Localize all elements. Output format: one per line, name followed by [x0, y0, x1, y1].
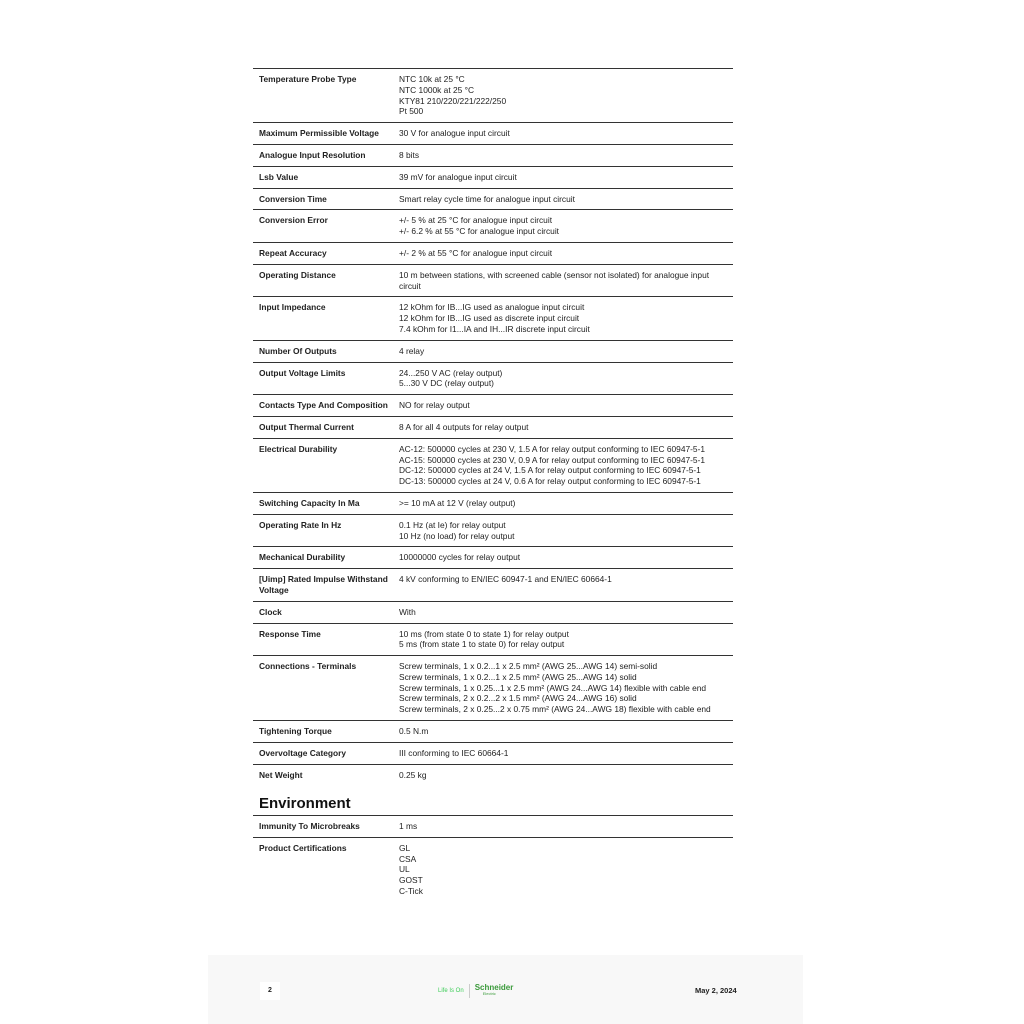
spec-value-line: 24...250 V AC (relay output) [399, 367, 503, 378]
spec-row [253, 122, 733, 144]
spec-value [399, 215, 733, 237]
spec-row [253, 264, 733, 297]
spec-value [399, 552, 733, 563]
spec-value-line: 5 ms (from state 1 to state 0) for relay output [399, 639, 565, 650]
spec-value-line: 8 A for all 4 outputs for relay output [399, 421, 529, 432]
spec-row [253, 623, 733, 656]
spec-value [399, 629, 733, 651]
spec-value [399, 444, 733, 487]
spec-value-line: NO for relay output [399, 400, 470, 411]
spec-value-line: >= 10 mA at 12 V (relay output) [399, 497, 516, 508]
spec-label: Tightening Torque [259, 726, 332, 737]
spec-value-line: Screw terminals, 2 x 0.2...2 x 1.5 mm² (AWG 24...AWG 16) solid [399, 693, 637, 704]
spec-value-line: Screw terminals, 1 x 0.25...1 x 2.5 mm² (AWG 24...AWG 14) flexible with cable end [399, 682, 707, 693]
spec-row [253, 340, 733, 362]
brand-sub: Electric [482, 991, 496, 996]
spec-value [399, 770, 733, 781]
spec-label: Contacts Type And Composition [259, 400, 388, 411]
spec-value [399, 302, 733, 334]
spec-value-line: GOST [399, 875, 423, 886]
spec-label: Electrical Durability [259, 443, 338, 454]
spec-value [399, 346, 733, 357]
spec-label: Output Voltage Limits [259, 367, 346, 378]
spec-value-line: 7.4 kOhm for I1...IA and IH...IR discrete input circuit [399, 323, 590, 334]
spec-label: Mechanical Durability [259, 552, 346, 563]
spec-label: Lsb Value [259, 171, 299, 182]
spec-value-line: 1 ms [399, 821, 418, 831]
spec-value-line: 0.1 Hz (at Ie) for relay output [399, 519, 506, 530]
spec-value-line: 10 Hz (no load) for relay output [399, 530, 515, 541]
spec-label: Operating Rate In Hz [259, 519, 342, 530]
spec-label: Net Weight [259, 769, 303, 780]
spec-value-line: CSA [399, 853, 417, 864]
spec-value-line: DC-12: 500000 cycles at 24 V, 1.5 A for relay output conforming to IEC 60947-5-1 [399, 465, 701, 476]
spec-label: Overvoltage Category [259, 747, 347, 758]
page-footer [208, 955, 803, 1024]
schneider-logo [438, 983, 513, 999]
tagline: Life Is On [438, 988, 464, 994]
spec-label: Analogue Input Resolution [259, 149, 366, 160]
spec-value [399, 368, 733, 390]
spec-value-line: KTY81 210/220/221/222/250 [399, 95, 507, 106]
spec-label: Switching Capacity In Ma [259, 497, 360, 508]
spec-value [399, 607, 733, 618]
spec-value [399, 422, 733, 433]
spec-value-line: Screw terminals, 1 x 0.2...1 x 2.5 mm² (AWG 25...AWG 14) solid [399, 671, 637, 682]
spec-value-line: +/- 6.2 % at 55 °C for analogue input circuit [399, 226, 560, 237]
spec-label: Conversion Error [259, 215, 328, 226]
spec-value [399, 520, 733, 542]
environment-table [253, 815, 733, 902]
spec-value-line: 0.5 N.m [399, 726, 429, 737]
spec-row [253, 492, 733, 514]
specifications-table [253, 68, 733, 785]
spec-label: Operating Distance [259, 269, 336, 280]
spec-value-line: 12 kOhm for IB...IG used as analogue input circuit [399, 302, 585, 313]
spec-value-line: With [399, 606, 416, 617]
spec-value-line: DC-13: 500000 cycles at 24 V, 0.6 A for relay output conforming to IEC 60947-5-1 [399, 476, 701, 487]
spec-value-line: GL [399, 842, 411, 853]
spec-value [399, 128, 733, 139]
section-heading-environment: Environment [259, 795, 351, 812]
spec-value-line: III conforming to IEC 60664-1 [399, 747, 509, 758]
spec-row [253, 742, 733, 764]
spec-row [253, 362, 733, 395]
spec-value [399, 661, 733, 715]
logo-divider [469, 984, 470, 998]
spec-row [253, 837, 733, 902]
spec-label: Conversion Time [259, 193, 327, 204]
spec-value-line: Smart relay cycle time for analogue input circuit [399, 193, 575, 204]
spec-label: Output Thermal Current [259, 421, 354, 432]
spec-row [253, 68, 733, 122]
spec-row [253, 438, 733, 492]
spec-label: Product Certifications [259, 842, 347, 853]
spec-value [399, 400, 733, 411]
spec-value [399, 498, 733, 509]
spec-value [399, 172, 733, 183]
spec-label: Response Time [259, 628, 321, 639]
spec-value-line: circuit [399, 280, 421, 291]
spec-label: Temperature Probe Type [259, 74, 357, 84]
spec-value [399, 821, 733, 832]
spec-value [399, 574, 733, 596]
page-number: 2 [260, 982, 280, 1000]
spec-value [399, 150, 733, 161]
spec-row [253, 815, 733, 837]
spec-value-line: 39 mV for analogue input circuit [399, 171, 517, 182]
spec-value-line: 5...30 V DC (relay output) [399, 378, 494, 389]
spec-value-line: 10000000 cycles for relay output [399, 552, 521, 563]
spec-row [253, 764, 733, 786]
spec-row [253, 546, 733, 568]
spec-row [253, 655, 733, 720]
spec-row [253, 144, 733, 166]
spec-value [399, 194, 733, 205]
spec-value-line: 12 kOhm for IB...IG used as discrete input circuit [399, 313, 580, 324]
spec-value [399, 74, 733, 117]
spec-value-line: UL [399, 864, 410, 875]
spec-row [253, 514, 733, 547]
spec-value-line: 8 bits [399, 149, 420, 160]
spec-value-line: NTC 10k at 25 °C [399, 74, 465, 84]
spec-value [399, 248, 733, 259]
spec-label: Immunity To Microbreaks [259, 821, 360, 831]
spec-row [253, 209, 733, 242]
spec-label: Number Of Outputs [259, 345, 337, 356]
spec-row [253, 416, 733, 438]
spec-label: Maximum Permissible Voltage [259, 128, 379, 139]
brand-name: Schneider [474, 983, 514, 992]
spec-value-line: 0.25 kg [399, 769, 427, 780]
spec-row [253, 568, 733, 601]
spec-value-line: NTC 1000k at 25 °C [399, 84, 475, 95]
spec-row [253, 188, 733, 210]
spec-value-line: AC-12: 500000 cycles at 230 V, 1.5 A for relay output conforming to IEC 60947-5-1 [399, 443, 706, 454]
spec-row [253, 394, 733, 416]
spec-label: [Uimp] Rated Impulse Withstand Voltage [259, 574, 388, 595]
spec-value-line: 4 kV conforming to EN/IEC 60947-1 and EN/IEC 60664-1 [399, 574, 612, 585]
spec-row [253, 720, 733, 742]
spec-value-line: C-Tick [399, 885, 423, 896]
spec-value [399, 748, 733, 759]
spec-label: Clock [259, 606, 282, 617]
spec-value-line: 4 relay [399, 345, 425, 356]
spec-value [399, 726, 733, 737]
spec-value-line: +/- 5 % at 25 °C for analogue input circuit [399, 215, 553, 226]
document-date: May 2, 2024 [695, 986, 737, 995]
spec-value-line: 10 ms (from state 0 to state 1) for relay output [399, 628, 569, 639]
spec-value [399, 270, 733, 292]
spec-value-line: Pt 500 [399, 106, 424, 117]
spec-value-line: +/- 2 % at 55 °C for analogue input circuit [399, 247, 553, 258]
spec-value [399, 843, 733, 897]
spec-label: Input Impedance [259, 302, 326, 313]
spec-row [253, 242, 733, 264]
spec-value-line: AC-15: 500000 cycles at 230 V, 0.9 A for relay output conforming to IEC 60947-5-1 [399, 454, 706, 465]
spec-label: Connections - Terminals [259, 661, 357, 672]
spec-value-line: Screw terminals, 1 x 0.2...1 x 2.5 mm² (AWG 25...AWG 14) semi-solid [399, 661, 658, 672]
spec-label: Repeat Accuracy [259, 247, 327, 258]
spec-value-line: 30 V for analogue input circuit [399, 128, 510, 139]
spec-row [253, 166, 733, 188]
spec-row [253, 296, 733, 339]
spec-value-line: 10 m between stations, with screened cable (sensor not isolated) for analogue input [399, 269, 710, 280]
spec-row [253, 601, 733, 623]
spec-value-line: Screw terminals, 2 x 0.25...2 x 0.75 mm² (AWG 24...AWG 18) flexible with cable end [399, 704, 711, 715]
